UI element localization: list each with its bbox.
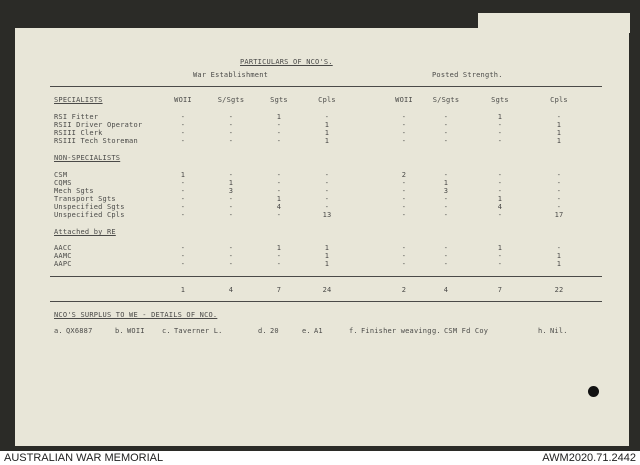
ps-cell: - <box>556 203 562 211</box>
ps-cell: - <box>556 171 562 179</box>
we-cell: - <box>276 129 282 137</box>
row-label: CSM <box>54 171 68 179</box>
we-cell: - <box>180 179 186 187</box>
we-cell: - <box>228 252 234 260</box>
ps-cell: - <box>556 187 562 195</box>
we-cell: 1 <box>228 179 234 187</box>
ps-cell: 1 <box>556 129 562 137</box>
ps-cell: 3 <box>443 187 449 195</box>
we-column-header: Cpls <box>318 96 336 104</box>
ps-cell: - <box>443 171 449 179</box>
ps-cell: - <box>401 121 407 129</box>
we-cell: 1 <box>180 171 186 179</box>
we-cell: - <box>180 137 186 145</box>
ps-cell: - <box>556 179 562 187</box>
we-cell: - <box>276 171 282 179</box>
totals-top-rule <box>50 276 602 277</box>
ps-cell: - <box>401 179 407 187</box>
we-cell: - <box>228 260 234 268</box>
ps-cell: - <box>556 113 562 121</box>
surplus-value: Nil. <box>550 327 568 335</box>
row-label: RSII Driver Operator <box>54 121 143 129</box>
we-cell: - <box>276 260 282 268</box>
row-label: AAMC <box>54 252 72 260</box>
surplus-key: b. <box>115 327 124 335</box>
row-label: Unspecified Cpls <box>54 211 125 219</box>
we-total: 24 <box>322 286 332 294</box>
ps-cell: - <box>497 121 503 129</box>
we-cell: - <box>324 203 330 211</box>
ps-cell: - <box>401 195 407 203</box>
we-cell: - <box>180 187 186 195</box>
surplus-value: Finisher weaving <box>361 327 432 335</box>
surplus-value: Taverner L. <box>174 327 223 335</box>
we-cell: - <box>228 211 234 219</box>
we-cell: - <box>324 195 330 203</box>
ps-cell: - <box>556 195 562 203</box>
ps-total: 7 <box>497 286 503 294</box>
ps-cell: - <box>497 171 503 179</box>
ps-cell: - <box>556 244 562 252</box>
we-cell: - <box>228 129 234 137</box>
we-cell: 1 <box>276 195 282 203</box>
archive-footer <box>0 451 640 465</box>
surplus-value: A1 <box>314 327 323 335</box>
ps-cell: - <box>443 211 449 219</box>
ps-cell: - <box>443 113 449 121</box>
we-column-header: Sgts <box>270 96 288 104</box>
we-cell: - <box>276 137 282 145</box>
ps-cell: - <box>401 211 407 219</box>
we-cell: 4 <box>276 203 282 211</box>
we-cell: - <box>180 113 186 121</box>
we-cell: - <box>180 211 186 219</box>
we-cell: - <box>180 129 186 137</box>
we-cell: - <box>228 137 234 145</box>
we-cell: - <box>276 252 282 260</box>
we-cell: - <box>228 195 234 203</box>
ps-cell: - <box>401 137 407 145</box>
row-label: AACC <box>54 244 72 252</box>
row-label: Mech Sgts <box>54 187 94 195</box>
we-cell: - <box>276 121 282 129</box>
ps-cell: 1 <box>497 195 503 203</box>
surplus-key: a. <box>54 327 63 335</box>
row-label: RSI Fitter <box>54 113 99 121</box>
we-cell: - <box>276 179 282 187</box>
we-cell: - <box>324 113 330 121</box>
we-cell: 1 <box>324 260 330 268</box>
ps-cell: - <box>497 129 503 137</box>
ps-cell: - <box>443 252 449 260</box>
ps-cell: - <box>497 252 503 260</box>
ps-total: 22 <box>554 286 564 294</box>
we-cell: - <box>276 211 282 219</box>
surplus-key: f. <box>349 327 358 335</box>
we-cell: - <box>180 203 186 211</box>
ps-cell: - <box>401 113 407 121</box>
surplus-key: c. <box>162 327 171 335</box>
we-cell: - <box>276 187 282 195</box>
ps-cell: - <box>443 137 449 145</box>
we-cell: - <box>180 121 186 129</box>
row-label: CQMS <box>54 179 72 187</box>
we-cell: - <box>228 113 234 121</box>
ps-cell: - <box>443 121 449 129</box>
ps-total: 2 <box>401 286 407 294</box>
row-label: AAPC <box>54 260 72 268</box>
ps-cell: - <box>401 260 407 268</box>
surplus-key: d. <box>258 327 267 335</box>
ps-cell: - <box>497 187 503 195</box>
posted-strength-heading: Posted Strength. <box>432 71 503 79</box>
we-cell: 1 <box>324 137 330 145</box>
we-cell: 1 <box>324 121 330 129</box>
we-cell: 1 <box>324 252 330 260</box>
surplus-value: CSM Fd Coy <box>444 327 489 335</box>
ps-column-header: Sgts <box>491 96 509 104</box>
ps-cell: 1 <box>556 137 562 145</box>
section-heading: Attached by RE <box>54 228 116 236</box>
we-cell: - <box>180 244 186 252</box>
we-cell: 1 <box>276 244 282 252</box>
we-total: 7 <box>276 286 282 294</box>
ps-cell: - <box>497 260 503 268</box>
ps-cell: - <box>443 260 449 268</box>
section-heading: NON-SPECIALISTS <box>54 154 121 162</box>
ps-cell: 2 <box>401 171 407 179</box>
we-cell: - <box>228 171 234 179</box>
we-column-header: WOII <box>174 96 192 104</box>
ps-column-header: Cpls <box>550 96 568 104</box>
ps-cell: - <box>443 244 449 252</box>
surplus-value: QX6887 <box>66 327 93 335</box>
we-cell: 1 <box>324 244 330 252</box>
we-cell: - <box>180 252 186 260</box>
we-cell: - <box>324 187 330 195</box>
footer-institution: AUSTRALIAN WAR MEMORIAL <box>4 452 164 464</box>
ps-cell: - <box>401 187 407 195</box>
surplus-value: WOII <box>127 327 145 335</box>
ps-cell: - <box>497 137 503 145</box>
section-heading: SPECIALISTS <box>54 96 103 104</box>
war-establishment-heading: War Establishment <box>193 71 269 79</box>
ps-cell: - <box>401 203 407 211</box>
header-rule <box>50 86 602 87</box>
we-cell: - <box>228 244 234 252</box>
we-total: 1 <box>180 286 186 294</box>
ps-cell: - <box>497 211 503 219</box>
surplus-key: e. <box>302 327 311 335</box>
totals-bottom-rule <box>50 301 602 302</box>
we-cell: - <box>180 260 186 268</box>
we-cell: - <box>324 179 330 187</box>
row-label: RSIII Clerk <box>54 129 103 137</box>
ps-column-header: S/Sgts <box>432 96 460 104</box>
ps-cell: - <box>497 179 503 187</box>
ps-cell: 1 <box>556 121 562 129</box>
row-label: Unspecified Sgts <box>54 203 125 211</box>
ps-cell: 1 <box>497 113 503 121</box>
we-column-header: S/Sgts <box>217 96 245 104</box>
surplus-key: g. <box>432 327 441 335</box>
we-cell: 1 <box>276 113 282 121</box>
row-label: Transport Sgts <box>54 195 116 203</box>
surplus-heading: NCO'S SURPLUS TO WE - DETAILS OF NCO. <box>54 311 218 319</box>
ps-cell: - <box>401 252 407 260</box>
ps-cell: 1 <box>443 179 449 187</box>
row-label: RSIII Tech Storeman <box>54 137 138 145</box>
ps-cell: - <box>401 244 407 252</box>
ps-cell: - <box>443 129 449 137</box>
surplus-value: 20 <box>270 327 279 335</box>
we-cell: - <box>180 195 186 203</box>
ps-cell: 1 <box>556 252 562 260</box>
ps-cell: 4 <box>497 203 503 211</box>
footer-accession-number: AWM2020.71.2442 <box>542 452 636 464</box>
ps-cell: 17 <box>554 211 564 219</box>
ps-cell: - <box>443 195 449 203</box>
we-total: 4 <box>228 286 234 294</box>
ps-cell: 1 <box>556 260 562 268</box>
we-cell: - <box>228 121 234 129</box>
ps-cell: - <box>443 203 449 211</box>
surplus-key: h. <box>538 327 547 335</box>
ps-cell: 1 <box>497 244 503 252</box>
we-cell: 1 <box>324 129 330 137</box>
we-cell: - <box>324 171 330 179</box>
ps-cell: - <box>401 129 407 137</box>
ps-column-header: WOII <box>395 96 413 104</box>
we-cell: 3 <box>228 187 234 195</box>
document-title: PARTICULARS OF NCO'S. <box>240 58 333 66</box>
ps-total: 4 <box>443 286 449 294</box>
we-cell: 13 <box>322 211 332 219</box>
we-cell: - <box>228 203 234 211</box>
